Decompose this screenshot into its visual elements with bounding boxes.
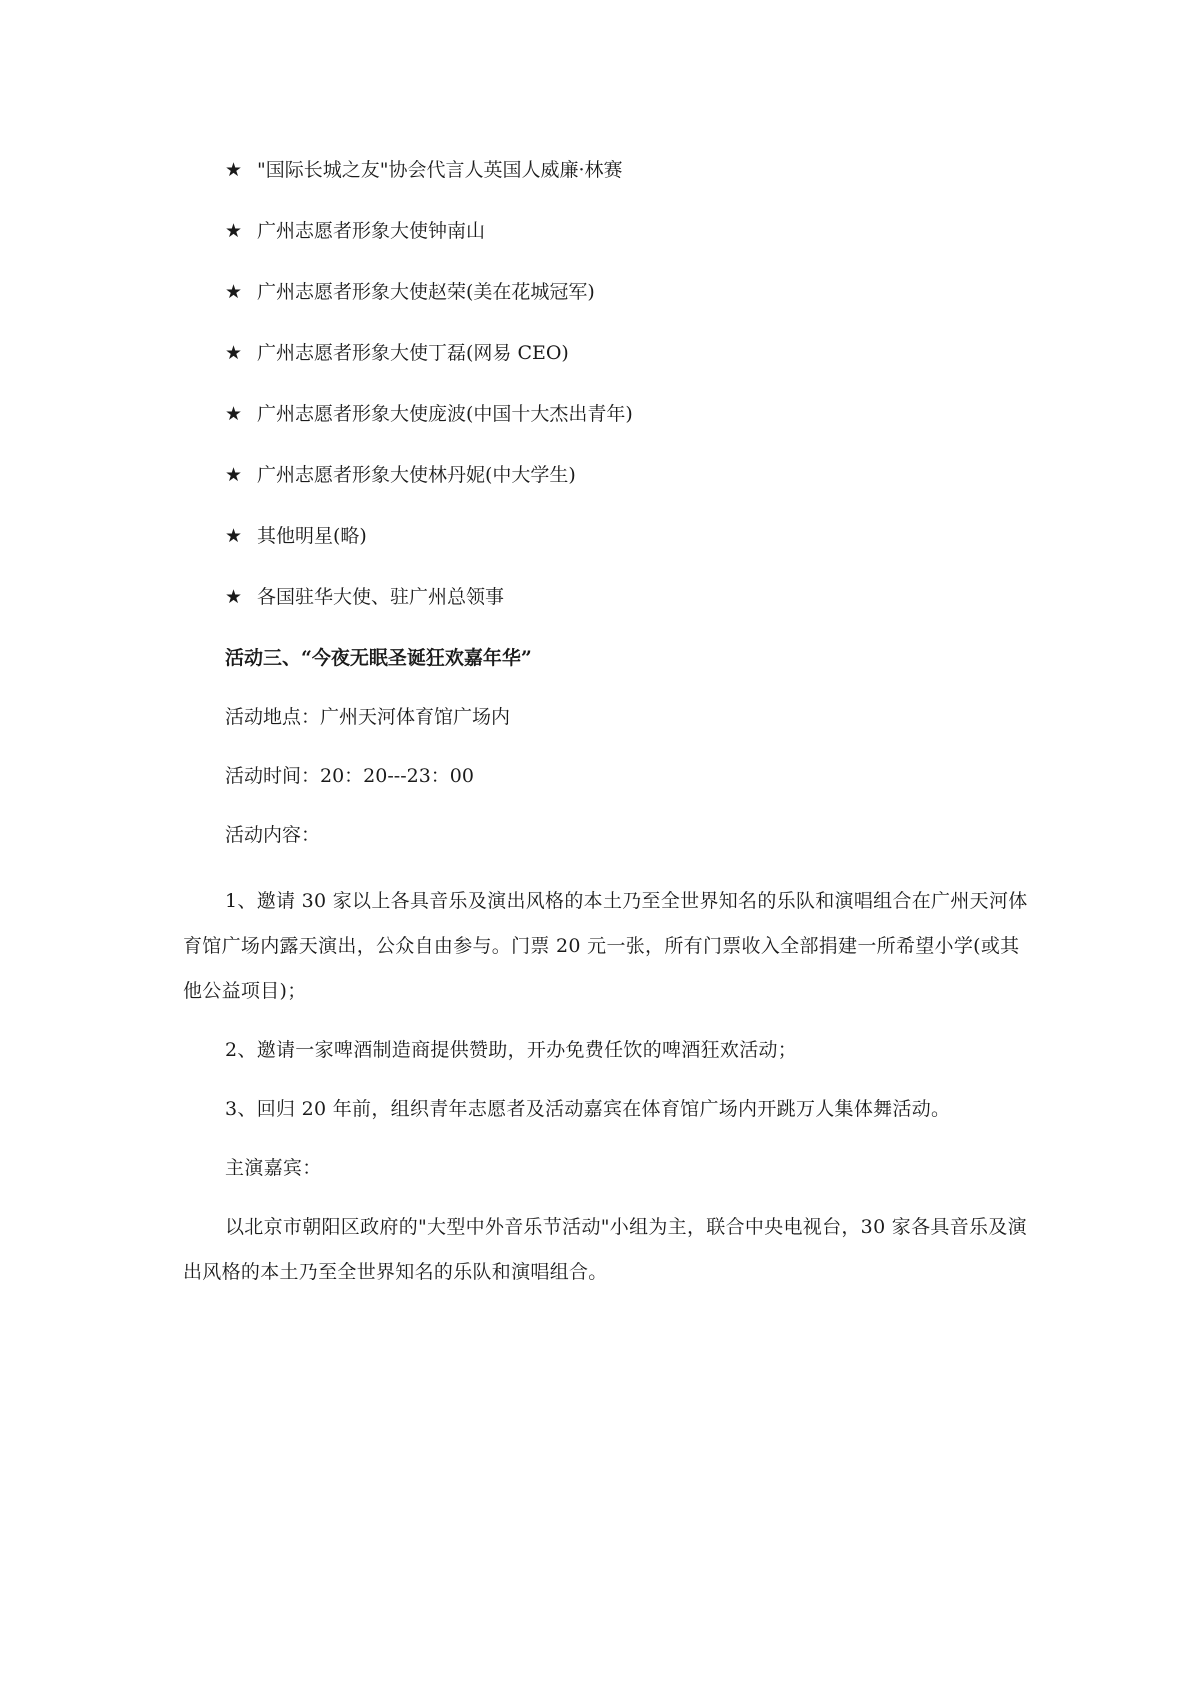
activity-content-item: 3、回归 20 年前，组织青年志愿者及活动嘉宾在体育馆广场内开跳万人集体舞活动。 <box>225 1098 951 1120</box>
guest-list-item <box>225 155 1033 185</box>
activity-location: 活动地点：广州天河体育馆广场内 <box>225 706 511 728</box>
guest-list-item <box>225 521 1033 551</box>
activity-heading: 活动三、“今夜无眠圣诞狂欢嘉年华” <box>225 647 532 669</box>
guest-list-text: 广州志愿者形象大使林丹妮(中大学生) <box>257 464 576 486</box>
star-bullet-icon: ★ <box>225 342 243 364</box>
star-bullet-icon: ★ <box>225 403 243 425</box>
guest-list-item <box>225 277 1033 307</box>
guest-list-text: 广州志愿者形象大使庞波(中国十大杰出青年) <box>257 403 633 425</box>
star-bullet-icon: ★ <box>225 525 243 547</box>
guest-list-text: "国际长城之友"协会代言人英国人威廉·林赛 <box>257 159 623 181</box>
star-bullet-icon: ★ <box>225 586 243 608</box>
star-bullet-icon: ★ <box>225 159 243 181</box>
star-bullet-icon: ★ <box>225 220 243 242</box>
document-content <box>183 155 1033 1309</box>
activity-time: 活动时间：20：20---23：00 <box>225 765 474 787</box>
guest-list-text: 各国驻华大使、驻广州总领事 <box>257 586 505 608</box>
guest-list-item <box>225 216 1033 246</box>
guest-list-item <box>225 338 1033 368</box>
guest-list-text: 广州志愿者形象大使钟南山 <box>257 220 486 242</box>
guest-list-item <box>225 460 1033 490</box>
guest-list-item <box>225 582 1033 612</box>
guest-list-text: 广州志愿者形象大使丁磊(网易 CEO) <box>257 342 569 364</box>
guest-list-text: 广州志愿者形象大使赵荣(美在花城冠军) <box>257 281 595 303</box>
guest-list-item <box>225 399 1033 429</box>
star-bullet-icon: ★ <box>225 464 243 486</box>
guests-description: 以北京市朝阳区政府的"大型中外音乐节活动"小组为主，联合中央电视台，30 家各具音乐及演出风格的本土乃至全世界知名的乐队和演唱组合。 <box>183 1216 1027 1283</box>
activity-content-item: 2、邀请一家啤酒制造商提供赞助，开办免费任饮的啤酒狂欢活动； <box>225 1039 798 1061</box>
activity-content-item: 1、邀请 30 家以上各具音乐及演出风格的本土乃至全世界知名的乐队和演唱组合在广州天河体育馆广场内露天演出，公众自由参与。门票 20 元一张，所有门票收入全部捐建一所希望小学(或其他公益项目)； <box>183 890 1028 1002</box>
guest-list-text: 其他明星(略) <box>257 525 367 547</box>
star-bullet-icon: ★ <box>225 281 243 303</box>
activity-content-label: 活动内容： <box>225 824 321 846</box>
guests-label: 主演嘉宾： <box>225 1157 322 1179</box>
